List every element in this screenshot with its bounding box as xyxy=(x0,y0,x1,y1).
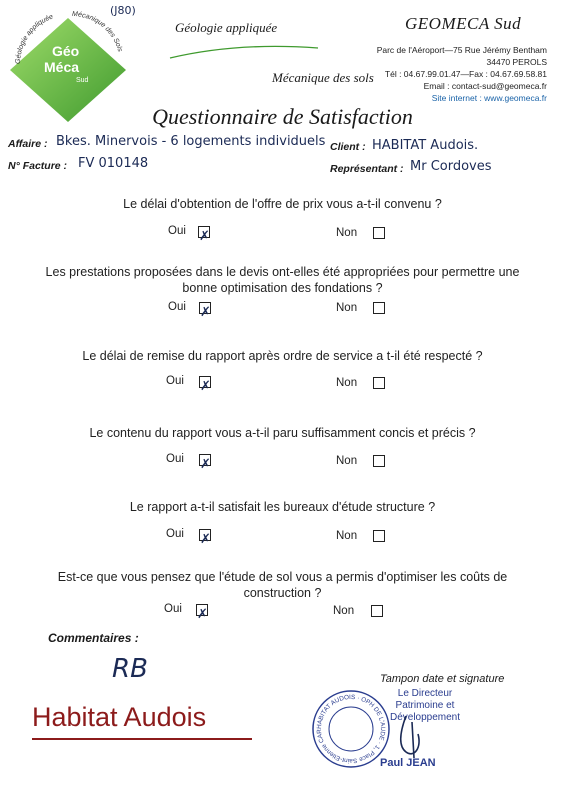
question-2: Les prestations proposées dans le devis ont-elles été appropriées pour permettre une bonne optimisation des fondations ? xyxy=(45,265,520,295)
company-name: GEOMECA Sud xyxy=(405,14,522,33)
q5-non-checkbox[interactable] xyxy=(373,530,385,542)
q3-check-mark: ✗ xyxy=(200,378,211,393)
q2-oui-checkbox[interactable] xyxy=(199,302,211,319)
handwritten-signature xyxy=(392,712,432,762)
tampon-label: Tampon date et signature xyxy=(380,673,505,685)
page-title: Questionnaire de Satisfaction xyxy=(152,104,413,129)
q4-non-label: Non xyxy=(336,455,358,467)
logo-line1: Géo xyxy=(52,43,80,59)
comments-label: Commentaires : xyxy=(48,631,139,645)
q1-check-mark: ✗ xyxy=(199,228,210,243)
representant-label: Représentant : xyxy=(330,163,404,175)
svg-text:HABITAT AUDOIS · OPH DE L'AUDE: HABITAT AUDOIS · OPH DE L'AUDE · 1, Place Saint-Etienne CAR xyxy=(315,693,387,765)
question-4: Le contenu du rapport vous a-t-il paru suffisamment concis et précis ? xyxy=(89,426,476,440)
q6-oui-label: Oui xyxy=(164,603,182,615)
representant-value: Mr Cordoves xyxy=(410,159,492,174)
website-line[interactable]: Site internet : www.geomeca.fr xyxy=(431,93,547,103)
q4-oui-checkbox[interactable] xyxy=(199,454,211,471)
affaire-label: Affaire : xyxy=(8,138,48,150)
company-stamp-rule xyxy=(32,738,252,740)
phone-line: Tél : 04.67.99.01.47—Fax : 04.67.69.58.81 xyxy=(384,69,547,79)
corner-handwritten-note: (J80) xyxy=(110,4,136,17)
affaire-value: Bkes. Minervois - 6 logements individuels xyxy=(56,134,326,149)
q2-check-mark: ✗ xyxy=(200,304,211,319)
q1-oui-checkbox[interactable] xyxy=(198,226,210,243)
director-title: Le Directeur xyxy=(397,688,453,699)
logo-arc-left: Géologie appliquée xyxy=(14,13,55,65)
director-dept: Patrimoine et Développement xyxy=(389,700,461,723)
signer-name: Paul JEAN xyxy=(380,757,436,769)
q1-oui-label: Oui xyxy=(168,225,186,237)
q4-non-checkbox[interactable] xyxy=(373,455,385,467)
question-3: Le délai de remise du rapport après ordre de service a t-il été respecté ? xyxy=(82,349,483,363)
client-value: HABITAT Audois. xyxy=(372,138,479,153)
question-6: Est-ce que vous pensez que l'étude de sol vous a permis d'optimiser les coûts de construction ? xyxy=(57,570,508,600)
q4-oui-label: Oui xyxy=(166,453,184,465)
email-line: Email : contact-sud@geomeca.fr xyxy=(423,81,547,91)
q2-non-label: Non xyxy=(336,302,358,314)
question-5: Le rapport a-t-il satisfait les bureaux d'étude structure ? xyxy=(129,500,436,514)
q6-oui-checkbox[interactable] xyxy=(196,604,208,621)
q3-non-label: Non xyxy=(336,377,358,389)
q3-oui-checkbox[interactable] xyxy=(199,376,211,393)
q6-check-mark: ✗ xyxy=(197,606,208,621)
q6-non-checkbox[interactable] xyxy=(371,605,383,617)
address-line: Parc de l'Aéroport—75 Rue Jérémy Bentham xyxy=(376,45,547,55)
tagline-geologie: Géologie appliquée xyxy=(175,20,278,35)
logo-line2: Méca xyxy=(44,59,80,75)
company-stamp: Habitat Audois xyxy=(32,702,207,732)
q5-check-mark: ✗ xyxy=(200,531,211,546)
client-label: Client : xyxy=(330,141,366,153)
q5-non-label: Non xyxy=(336,530,358,542)
logo-line3: Sud xyxy=(76,77,89,84)
q3-non-checkbox[interactable] xyxy=(373,377,385,389)
q3-oui-label: Oui xyxy=(166,375,184,387)
q1-non-label: Non xyxy=(336,227,358,239)
question-1: Le délai d'obtention de l'offre de prix vous a-t-il convenu ? xyxy=(123,197,442,211)
city-line: 34470 PEROLS xyxy=(486,57,547,67)
q4-check-mark: ✗ xyxy=(200,456,211,471)
facture-label: N° Facture : xyxy=(8,160,68,172)
comment-initials: RB xyxy=(112,654,148,684)
tagline-mecanique: Mécanique des sols xyxy=(272,70,374,85)
logo-arc-right: Mécanique des Sols xyxy=(71,10,124,53)
q1-non-checkbox[interactable] xyxy=(373,227,385,239)
q2-non-checkbox[interactable] xyxy=(373,302,385,314)
q5-oui-checkbox[interactable] xyxy=(199,529,211,546)
facture-value: FV 010148 xyxy=(78,156,149,171)
q2-oui-label: Oui xyxy=(168,301,186,313)
q6-non-label: Non xyxy=(333,605,355,617)
q5-oui-label: Oui xyxy=(166,528,184,540)
